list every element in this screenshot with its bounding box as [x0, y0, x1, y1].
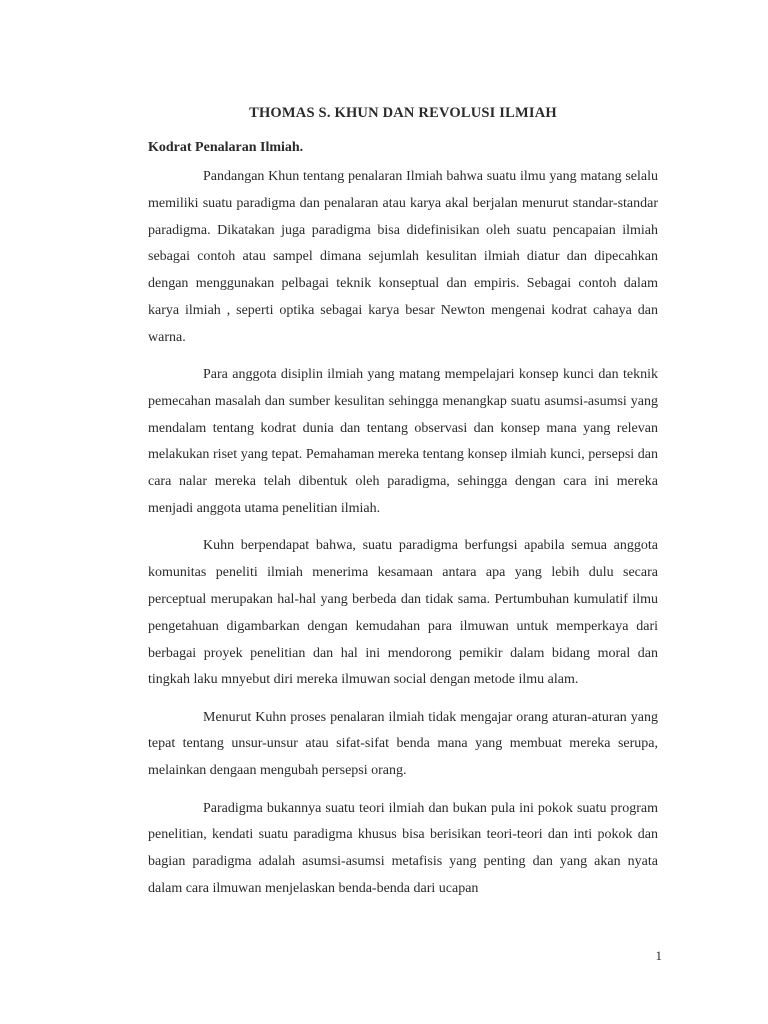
page-content [148, 104, 658, 903]
paragraph-3: Kuhn berpendapat bahwa, suatu paradigma berfungsi apabila semua anggota komunitas peneliti ilmiah menerima kesamaan antara apa yang lebih dulu secara perceptual merupakan hal-hal yang berbeda dan tidak sama. Pertumbuhan kumulatif ilmu pengetahuan digambarkan dengan kemudahan para ilmuwan untuk memperkaya dari berbagai proyek penelitian dan hal ini mendorong pemikir dalam bidang moral dan tingkah laku mnyebut diri mereka ilmuwan social dengan metode ilmu alam. [148, 538, 658, 688]
page-number: 1 [655, 948, 662, 963]
paragraph-1: Pandangan Khun tentang penalaran Ilmiah bahwa suatu ilmu yang matang selalu memiliki suatu paradigma dan penalaran atau karya akal berjalan menurut standar-standar paradigma. Dikatakan juga paradigma bisa didefinisikan oleh suatu pencapaian ilmiah sebagai contoh atau sampel dimana sejumlah kesulitan ilmiah diatur dan dipecahkan dengan menggunakan pelbagai teknik konseptual dan empiris. Sebagai contoh dalam karya ilmiah , seperti optika sebagai karya besar Newton mengenai kodrat cahaya dan warna. [148, 169, 658, 345]
section-heading: Kodrat Penalaran Ilmiah. [148, 140, 304, 155]
document-title: THOMAS S. KHUN DAN REVOLUSI ILMIAH [249, 105, 557, 121]
paragraph-2: Para anggota disiplin ilmiah yang matang mempelajari konsep kunci dan teknik pemecahan masalah dan sumber kesulitan sehingga menangkap suatu asumsi-asumsi yang mendalam tentang kodrat dunia dan tentang observasi dan konsep mana yang relevan melakukan riset yang tepat. Pemahaman mereka tentang konsep ilmiah kunci, persepsi dan cara nalar mereka telah dibentuk oleh paradigma, sehingga dengan cara ini mereka menjadi anggota utama penelitian ilmiah. [148, 367, 658, 517]
paragraph-4: Menurut Kuhn proses penalaran ilmiah tidak mengajar orang aturan-aturan yang tepat tentang unsur-unsur atau sifat-sifat benda mana yang membuat mereka serupa, melainkan dengaan mengubah persepsi orang. [148, 709, 658, 779]
paragraph-5: Paradigma bukannya suatu teori ilmiah dan bukan pula ini pokok suatu program penelitian, kendati suatu paradigma khusus bisa berisikan teori-teori dan inti pokok dan bagian paradigma adalah asumsi-asumsi metafisis yang penting dan yang akan nyata dalam cara ilmuwan menjelaskan benda-benda dari ucapan [148, 800, 658, 896]
